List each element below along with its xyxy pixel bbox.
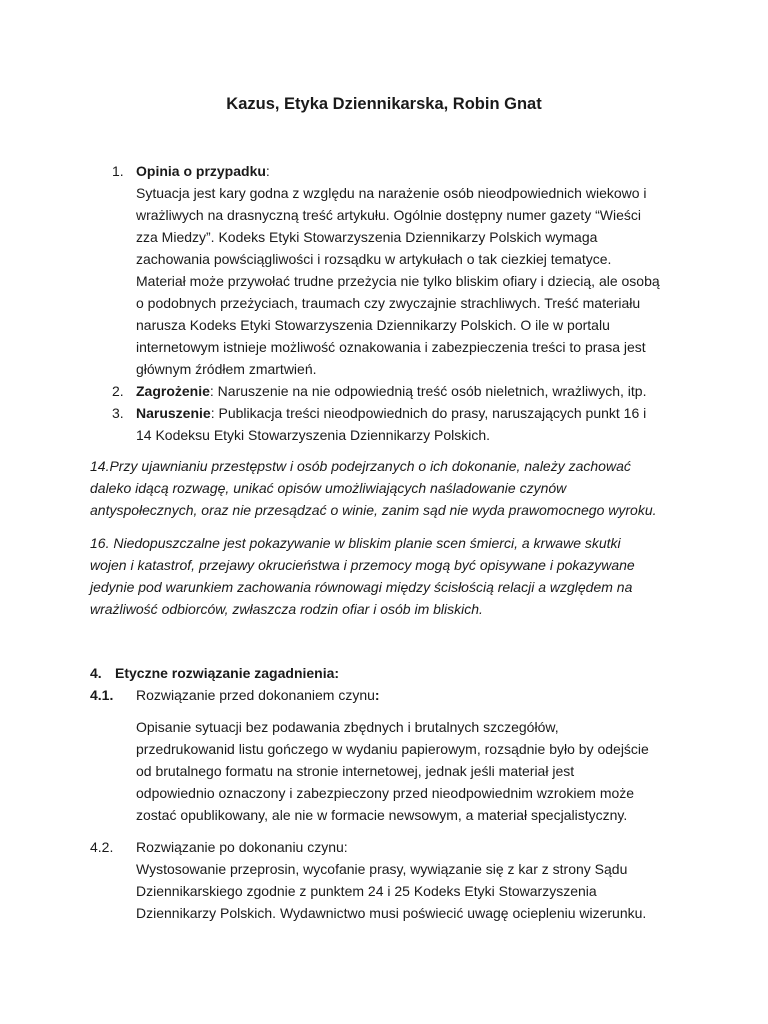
item-line: zza Miedzy”. Kodeks Etyki Stowarzyszenia Dziennikarzy Polskich wymaga bbox=[136, 229, 598, 245]
item-label: Naruszenie bbox=[136, 405, 211, 421]
quote-line: daleko idącą rozwagę, unikać opisów umożliwiających naśladowanie czynów bbox=[90, 480, 567, 496]
item-line: Materiał może przywołać trudne przeżycia nie tylko bliskim ofiary i dziecią, ale osobą bbox=[136, 273, 660, 289]
subsection-title: Rozwiązanie po dokonaniu czynu: bbox=[136, 839, 348, 855]
numbered-list bbox=[90, 160, 690, 446]
item-label-suffix: : bbox=[265, 163, 270, 179]
para-line: Dziennikarskiego zgodnie z punktem 24 i 25 Kodeks Etyki Stowarzyszenia bbox=[136, 883, 597, 899]
quote-line: wojen i katastrof, przejawy okrucieństwa i przemocy mogą być opisywane i pokazywane bbox=[90, 557, 635, 573]
section-4-heading bbox=[90, 662, 690, 684]
para-line: Dziennikarzy Polskich. Wydawnictwo musi poświecić uwagę ociepleniu wizerunku. bbox=[136, 905, 647, 921]
item-line: : Naruszenie na nie odpowiednią treść osób nieletnich, wrażliwych, itp. bbox=[209, 383, 647, 399]
document-title: Kazus, Etyka Dziennikarska, Robin Gnat bbox=[226, 95, 542, 113]
code-quote-14 bbox=[90, 455, 690, 521]
subsection-colon: : bbox=[374, 687, 380, 703]
para-line: Opisanie sytuacji bez podawania zbędnych i brutalnych szczegółów, bbox=[136, 719, 559, 735]
para-line: od brutalnego formatu na stronie internetowej, jednak jeśli materiał jest bbox=[136, 763, 575, 779]
subsection-4-1-body bbox=[136, 716, 696, 826]
subsection-4-2 bbox=[90, 836, 690, 924]
item-line: zachowania powściągliwości i rozsądku w artykułach o tak ciezkiej tematyce. bbox=[136, 251, 612, 267]
list-item-3 bbox=[90, 402, 690, 446]
subsection-title: Rozwiązanie przed dokonaniem czynu bbox=[136, 687, 375, 703]
para-line: Wystosowanie przeprosin, wycofanie prasy, wywiązanie się z kar z strony Sądu bbox=[136, 861, 628, 877]
list-item-1 bbox=[90, 160, 690, 380]
item-label: Opinia o przypadku bbox=[136, 163, 266, 179]
section-number: 4. bbox=[90, 665, 102, 681]
item-line: : Publikacja treści nieodpowiednich do prasy, naruszających punkt 16 i bbox=[210, 405, 647, 421]
list-number: 3. bbox=[112, 405, 124, 421]
quote-line: 14.Przy ujawnianiu przestępstw i osób podejrzanych o ich dokonanie, należy zachować bbox=[90, 458, 631, 474]
item-line: narusza Kodeks Etyki Stowarzyszenia Dziennikarzy Polskich. O ile w portalu bbox=[136, 317, 610, 333]
subsection-number: 4.1. bbox=[90, 687, 114, 703]
quote-line: jedynie pod warunkiem zachowania równowagi między ścisłością relacji a względem na bbox=[90, 579, 633, 595]
subsection-4-1-heading bbox=[90, 684, 690, 706]
para-line: przedrukowanid listu gończego w wydaniu papierowym, rozsądnie było by odejście bbox=[136, 741, 649, 757]
para-line: odpowiednio oznaczony i zabezpieczony przed nieodpowiednim wzrokiem może bbox=[136, 785, 635, 801]
section-title: Etyczne rozwiązanie zagadnienia: bbox=[115, 665, 340, 681]
item-line: Sytuacja jest kary godna z względu na narażenie osób nieodpowiednich wiekowo i bbox=[136, 185, 647, 201]
item-label: Zagrożenie bbox=[136, 383, 210, 399]
subsection-number: 4.2. bbox=[90, 839, 114, 855]
list-number: 1. bbox=[112, 163, 124, 179]
list-number: 2. bbox=[112, 383, 124, 399]
item-line: wrażliwych na drasnyczną treść artykułu. Ogólnie dostępny numer gazety “Wieści bbox=[136, 207, 641, 223]
code-quote-16 bbox=[90, 532, 690, 620]
quote-line: wrażliwość odbiorców, zwłaszcza rodzin ofiar i osób im bliskich. bbox=[90, 601, 483, 617]
item-line: internetowym istnieje możliwość oznakowania i zabezpieczenia treści to prasa jest bbox=[136, 339, 646, 355]
item-line: o podobnych przeżyciach, traumach czy zwyczajnie strachliwych. Treść materiału bbox=[136, 295, 641, 311]
para-line: zostać opublikowany, ale nie w formacie newsowym, a materiał specjalistyczny. bbox=[136, 807, 628, 823]
quote-line: antyspołecznych, oraz nie przesądzać o winie, zanim sąd nie wyda prawomocnego wyroku. bbox=[90, 502, 657, 518]
item-line: głównym źródłem zmartwień. bbox=[136, 361, 317, 377]
list-item-2 bbox=[90, 380, 690, 402]
item-line: 14 Kodeksu Etyki Stowarzyszenia Dziennikarzy Polskich. bbox=[136, 427, 491, 443]
quote-line: 16. Niedopuszczalne jest pokazywanie w bliskim planie scen śmierci, a krwawe skutki bbox=[90, 535, 621, 551]
